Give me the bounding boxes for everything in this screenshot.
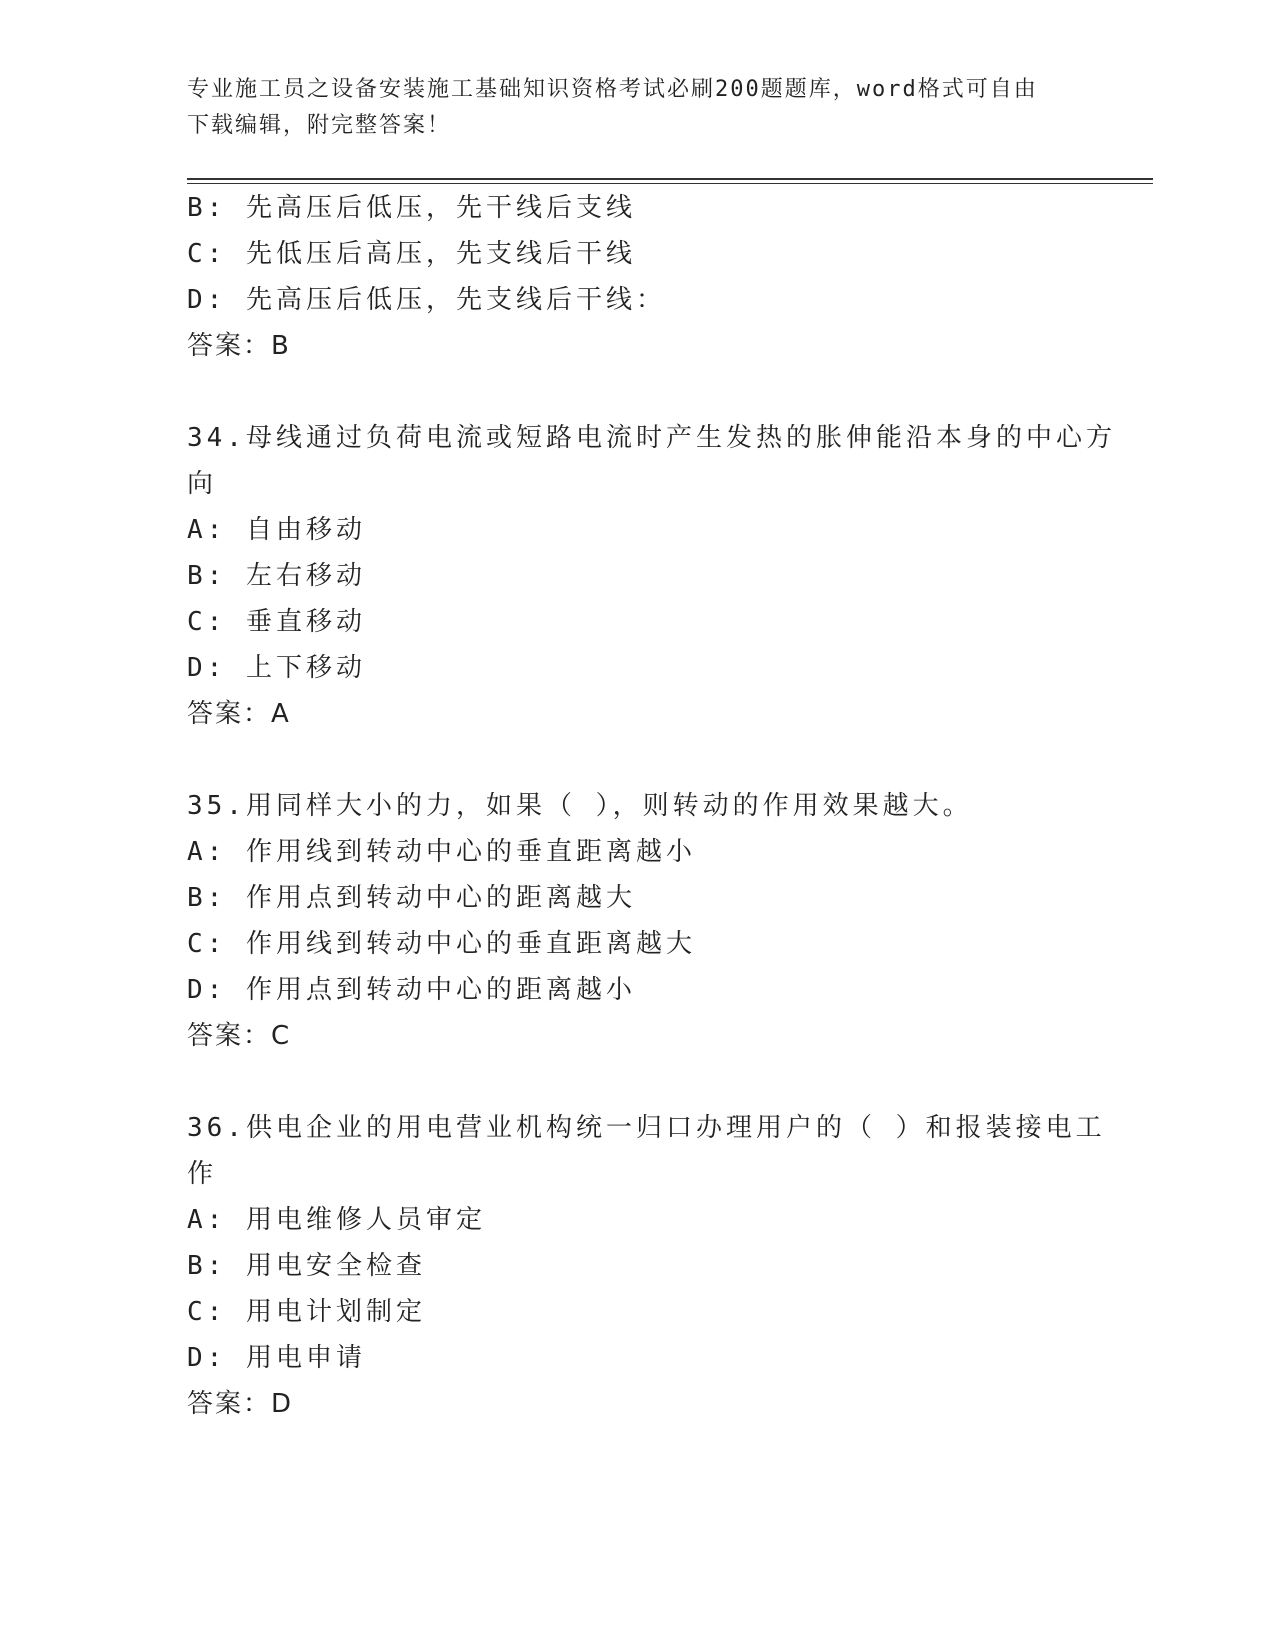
option-b: B: 用电安全检查 [187, 1251, 426, 1281]
spacer [187, 737, 1087, 783]
question-stem-line-2: 作 [187, 1159, 218, 1189]
option-b: B: 先高压后低压，先干线后支线 [187, 193, 636, 223]
header-divider-thin [187, 183, 1153, 184]
spacer [187, 369, 1087, 415]
option-a: A: 作用线到转动中心的垂直距离越小 [187, 837, 696, 867]
answer-line: 答案：B [187, 331, 291, 361]
option-c: C: 垂直移动 [187, 607, 366, 637]
question-34 [187, 415, 1116, 737]
answer-line: 答案：C [187, 1021, 292, 1051]
question-stem-line-2: 向 [187, 469, 218, 499]
question-35 [187, 783, 1087, 1059]
previous-question-tail [187, 185, 1087, 369]
option-d: D: 作用点到转动中心的距离越小 [187, 975, 636, 1005]
option-d: D: 先高压后低压，先支线后干线： [187, 285, 666, 315]
header-line-2: 下载编辑，附完整答案！ [187, 113, 452, 138]
question-list [187, 185, 1116, 1427]
question-stem-line-1: 34.母线通过负荷电流或短路电流时产生发热的胀伸能沿本身的中心方 [187, 423, 1116, 453]
answer-line: 答案：D [187, 1389, 294, 1419]
option-b: B: 左右移动 [187, 561, 366, 591]
option-b: B: 作用点到转动中心的距离越大 [187, 883, 636, 913]
option-c: C: 用电计划制定 [187, 1297, 426, 1327]
option-c: C: 作用线到转动中心的垂直距离越大 [187, 929, 696, 959]
option-d: D: 用电申请 [187, 1343, 366, 1373]
header-divider-thick [187, 178, 1153, 180]
option-c: C: 先低压后高压，先支线后干线 [187, 239, 636, 269]
option-d: D: 上下移动 [187, 653, 366, 683]
option-a: A: 用电维修人员审定 [187, 1205, 486, 1235]
spacer [187, 1059, 1087, 1105]
question-stem-line-1: 35.用同样大小的力，如果（ ），则转动的作用效果越大。 [187, 791, 973, 821]
header-line-1: 专业施工员之设备安装施工基础知识资格考试必刷200题题库，word格式可自由 [187, 77, 1038, 102]
document-header [187, 72, 1087, 144]
answer-line: 答案：A [187, 699, 291, 729]
question-36 [187, 1105, 1106, 1427]
option-a: A: 自由移动 [187, 515, 366, 545]
question-stem-line-1: 36.供电企业的用电营业机构统一归口办理用户的（ ）和报装接电工 [187, 1113, 1106, 1143]
